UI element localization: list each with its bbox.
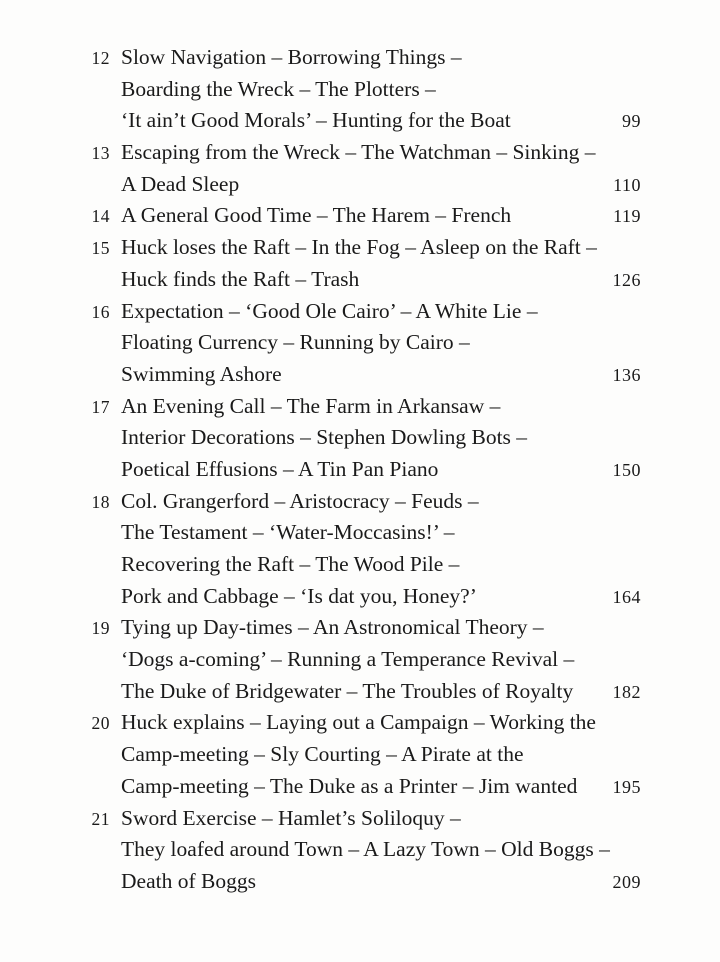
page-number: 126 <box>612 269 641 290</box>
page-number: 119 <box>613 206 641 227</box>
toc-line <box>0 549 641 581</box>
chapter-number: 19 <box>91 618 110 639</box>
toc-line <box>0 707 641 739</box>
toc-line <box>0 517 641 549</box>
toc-line <box>0 327 641 359</box>
toc-line <box>0 264 641 296</box>
chapter-number: 20 <box>91 713 110 734</box>
page-number: 99 <box>622 111 641 132</box>
toc-line <box>0 74 641 106</box>
chapter-title-line: Slow Navigation – Borrowing Things – <box>121 45 462 69</box>
toc-line <box>0 137 641 169</box>
chapter-title-line: Floating Currency – Running by Cairo – <box>121 330 470 355</box>
toc-entry <box>0 42 641 137</box>
chapter-title-line: Huck finds the Raft – Trash <box>121 266 360 291</box>
page-number: 195 <box>612 776 641 797</box>
chapter-title-line: Camp-meeting – The Duke as a Printer – Jim wanted <box>121 773 578 798</box>
toc-line <box>0 486 641 518</box>
chapter-title-line: Tying up Day-times – An Astronomical Theory – <box>121 615 544 640</box>
chapter-title-line: ‘Dogs a-coming’ – Running a Temperance Revival – <box>121 647 575 672</box>
chapter-title-line: A General Good Time – The Harem – French <box>121 203 512 228</box>
toc-line <box>0 676 641 708</box>
chapter-number: 16 <box>91 301 110 322</box>
toc-line <box>0 644 641 676</box>
toc-line <box>0 803 641 835</box>
chapter-title-line: ‘It ain’t Good Morals’ – Hunting for the Boat <box>121 108 511 133</box>
chapter-title-line: Escaping from the Wreck – The Watchman – Sinking – <box>121 140 596 165</box>
toc-entry <box>0 707 641 802</box>
chapter-title-line: A Dead Sleep <box>121 171 240 196</box>
chapter-number: 15 <box>91 238 110 259</box>
page-number: 150 <box>612 459 641 480</box>
chapter-title-line: Boarding the Wreck – The Plotters – <box>121 76 436 101</box>
toc-line <box>0 581 641 613</box>
page-number: 164 <box>612 586 641 607</box>
toc-line <box>0 422 641 454</box>
page-number: 209 <box>612 871 641 892</box>
toc-line <box>0 612 641 644</box>
chapter-number: 13 <box>91 143 110 164</box>
chapter-title-line: Swimming Ashore <box>121 361 282 386</box>
chapter-title-line: The Testament – ‘Water-Moccasins!’ – <box>121 520 455 545</box>
toc-line <box>0 105 641 137</box>
chapter-number: 12 <box>91 48 110 68</box>
chapter-title-line: Col. Grangerford – Aristocracy – Feuds – <box>121 488 479 513</box>
toc-entry <box>0 200 641 232</box>
chapter-title-line: Interior Decorations – Stephen Dowling Bots – <box>121 425 528 450</box>
chapter-title-line: Camp-meeting – Sly Courting – A Pirate at the <box>121 742 524 767</box>
chapter-title-line: Huck explains – Laying out a Campaign – Working the <box>121 710 596 735</box>
table-of-contents <box>0 42 641 898</box>
chapter-title-line: An Evening Call – The Farm in Arkansaw – <box>121 393 501 418</box>
toc-line <box>0 834 641 866</box>
chapter-number: 18 <box>91 491 110 512</box>
chapter-title-line: They loafed around Town – A Lazy Town – Old Boggs – <box>121 837 610 862</box>
toc-line <box>0 169 641 201</box>
toc-entry <box>0 137 641 200</box>
page-number: 110 <box>613 174 641 195</box>
chapter-title-line: Recovering the Raft – The Wood Pile – <box>121 552 460 576</box>
chapter-title-line: Sword Exercise – Hamlet’s Soliloquy – <box>121 805 461 830</box>
page-number: 182 <box>612 681 641 702</box>
toc-line <box>0 739 641 771</box>
toc-entry <box>0 612 641 707</box>
toc-line <box>0 454 641 486</box>
toc-entry <box>0 391 641 486</box>
chapter-title-line: Expectation – ‘Good Ole Cairo’ – A White Lie – <box>121 298 538 323</box>
chapter-title-line: Death of Boggs <box>121 868 256 893</box>
chapter-number: 17 <box>91 396 110 417</box>
toc-line <box>0 866 641 898</box>
toc-entry <box>0 803 641 898</box>
chapter-number: 14 <box>91 206 110 227</box>
toc-line <box>0 391 641 423</box>
chapter-title-line: Pork and Cabbage – ‘Is dat you, Honey?’ <box>121 583 477 608</box>
toc-line <box>0 296 641 328</box>
toc-line <box>0 42 641 74</box>
toc-line <box>0 232 641 264</box>
page-number: 136 <box>612 364 641 385</box>
chapter-title-line: Huck loses the Raft – In the Fog – Asleep on the Raft – <box>121 235 597 260</box>
toc-line <box>0 359 641 391</box>
toc-line <box>0 200 641 232</box>
toc-entry <box>0 486 641 613</box>
chapter-title-line: Poetical Effusions – A Tin Pan Piano <box>121 456 439 481</box>
toc-entry <box>0 232 641 295</box>
toc-entry <box>0 296 641 391</box>
chapter-title-line: The Duke of Bridgewater – The Troubles of Royalty <box>121 678 574 703</box>
toc-line <box>0 771 641 803</box>
chapter-number: 21 <box>91 808 110 829</box>
